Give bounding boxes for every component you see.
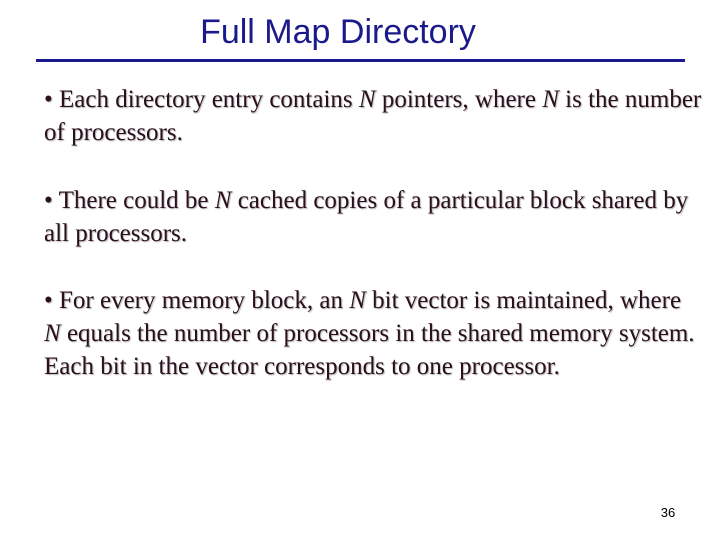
- bullet-text: cached copies of a particular block shared by all processors.: [44, 187, 689, 247]
- variable-n: N: [358, 86, 376, 113]
- bullet-marker: •: [44, 86, 53, 113]
- bullet-text: Each directory entry contains: [59, 86, 359, 113]
- slide-title: Full Map Directory: [200, 13, 476, 51]
- bullet-item: [44, 83, 704, 149]
- bullet-item: [44, 184, 704, 250]
- title-underline: [36, 59, 685, 62]
- variable-n: N: [44, 320, 61, 347]
- bullet-text: bit vector is maintained, where: [365, 287, 682, 314]
- bullet-text: equals the number of processors in the shared memory system. Each bit in the vector corresponds to one processor.: [44, 320, 695, 380]
- page-number: 36: [660, 505, 676, 520]
- bullet-text: There could be: [58, 187, 215, 214]
- bullet-text: For every memory block, an: [59, 287, 350, 314]
- variable-n: N: [214, 187, 232, 214]
- bullet-marker: •: [44, 187, 53, 214]
- bullet-text: is the number of processors.: [44, 86, 702, 146]
- bullet-marker: •: [44, 287, 53, 314]
- variable-n: N: [349, 287, 366, 314]
- bullet-item: [44, 284, 704, 383]
- bullet-text: pointers, where: [375, 86, 543, 113]
- variable-n: N: [542, 86, 559, 113]
